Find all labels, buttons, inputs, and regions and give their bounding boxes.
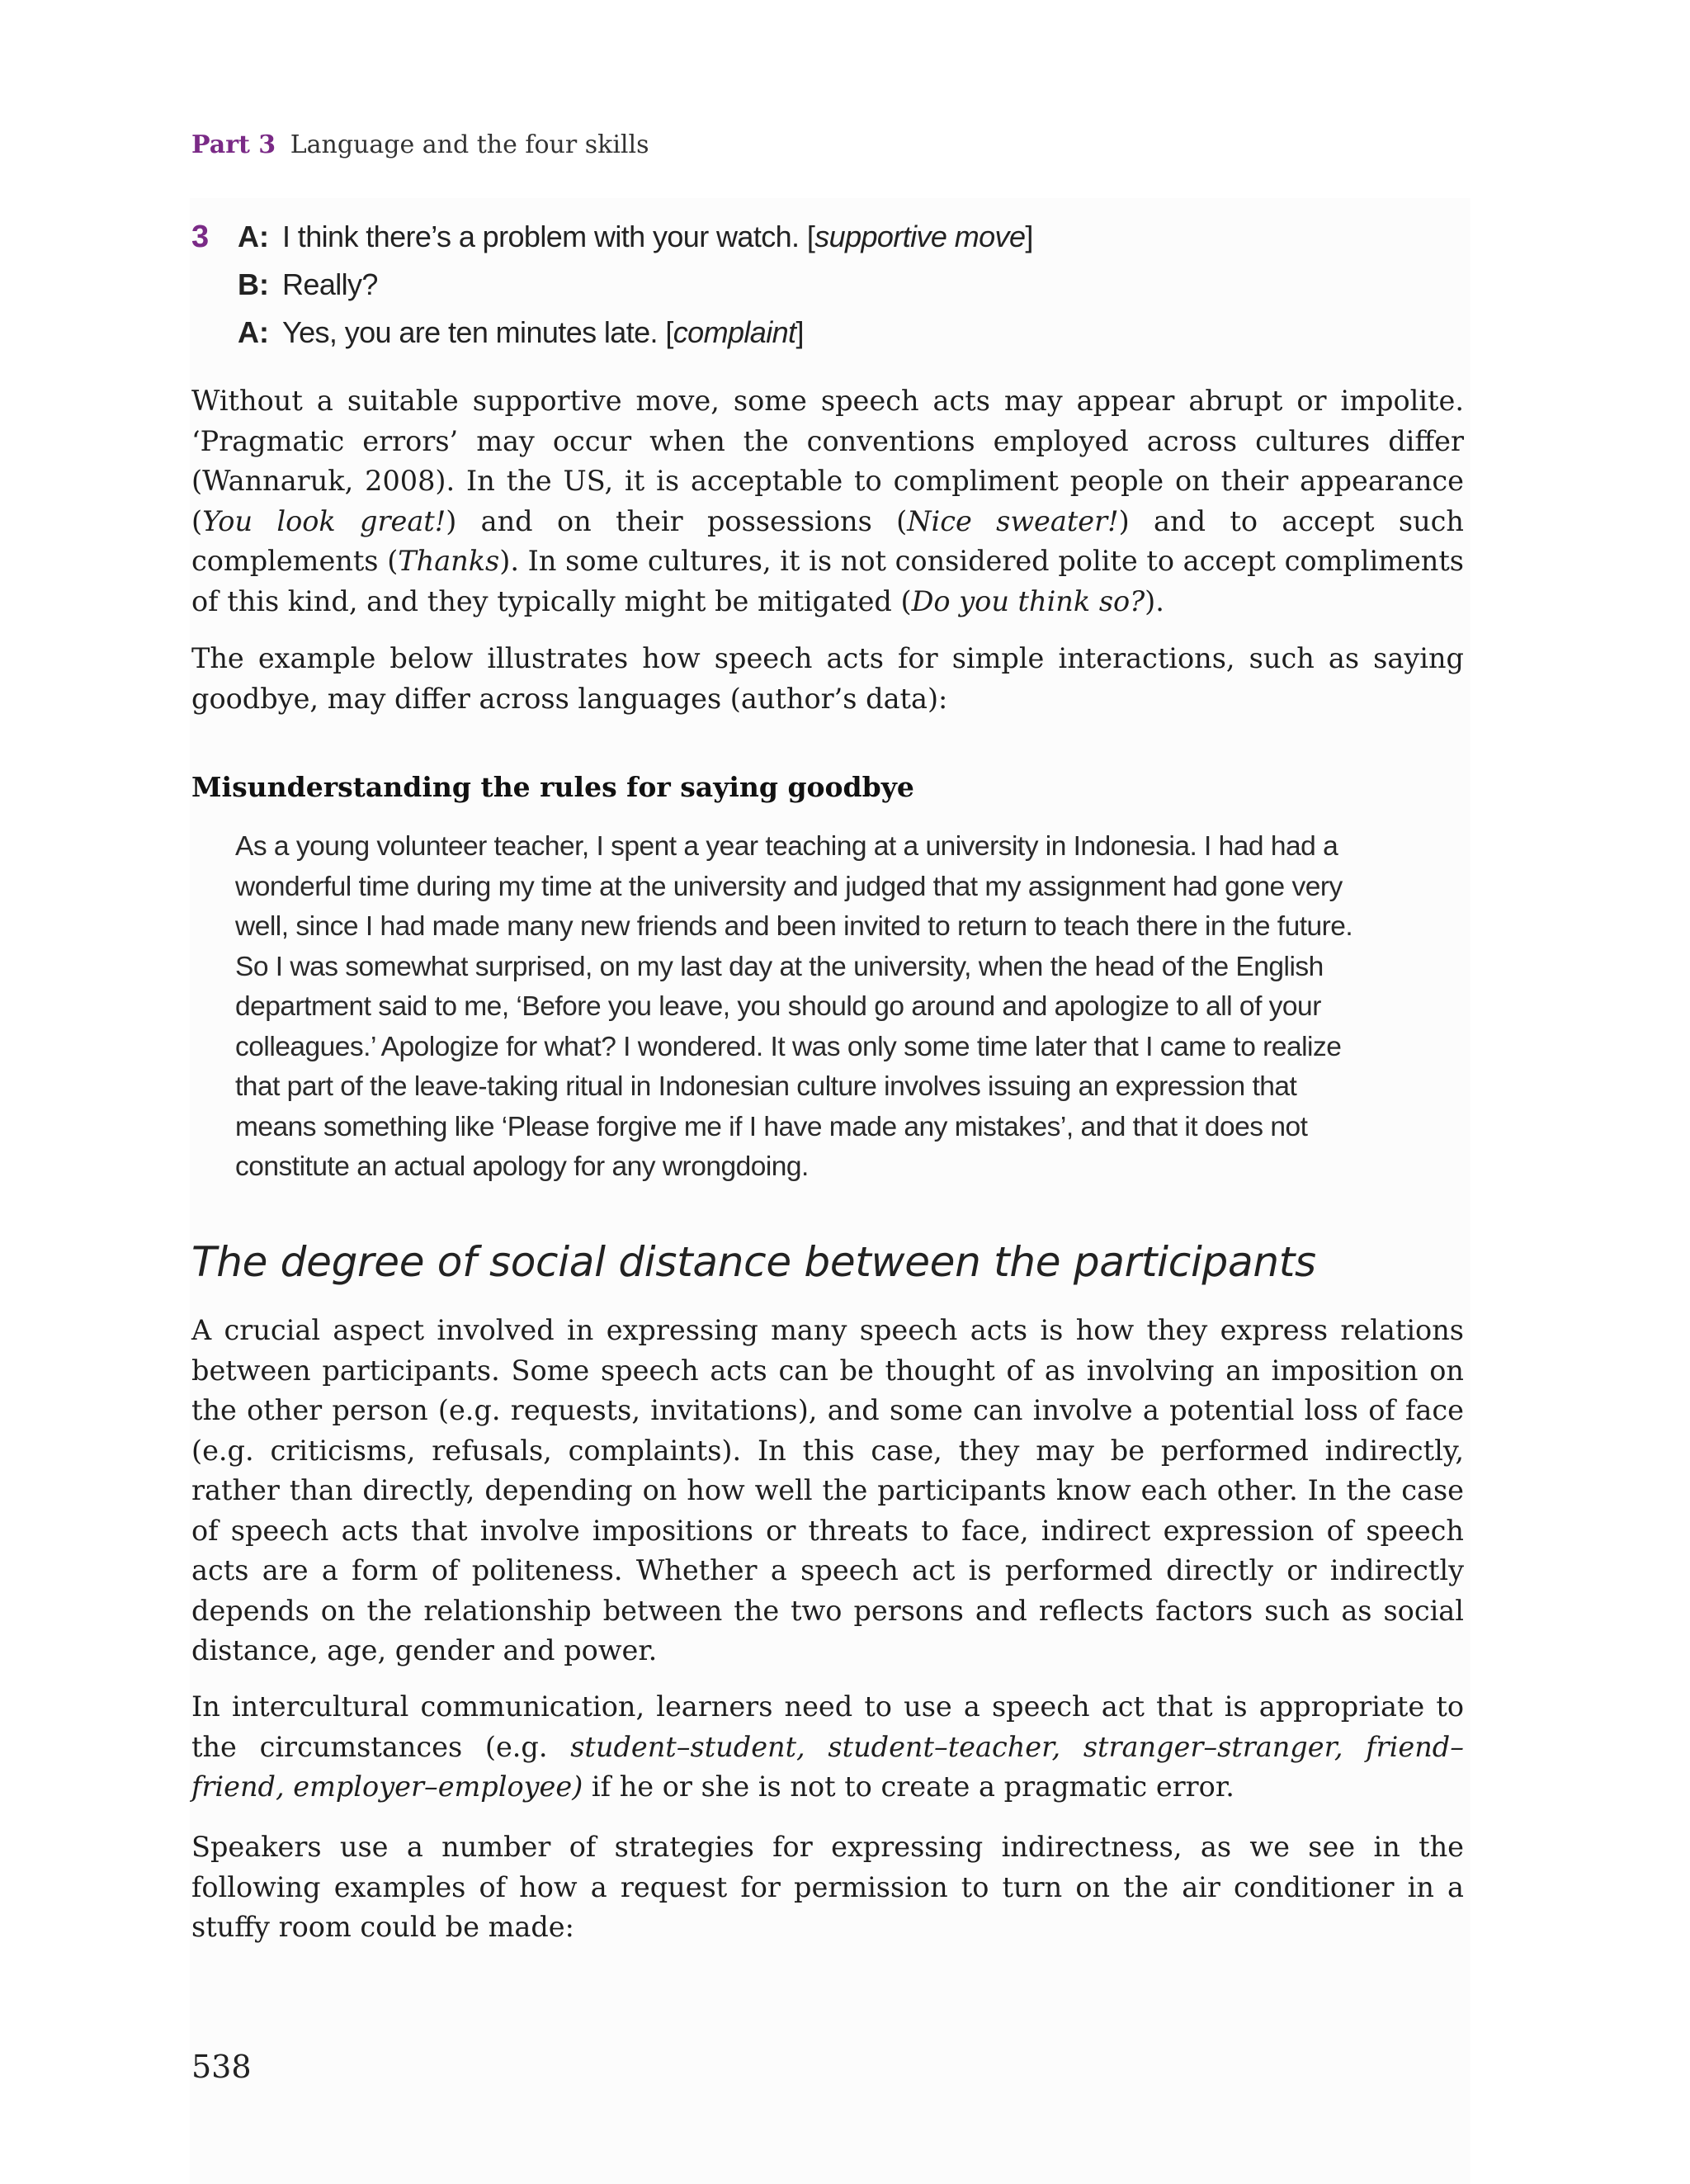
running-head-title: Language and the four skills	[290, 130, 649, 159]
annotation-tag: complaint	[673, 315, 796, 349]
box-anecdote-text: As a young volunteer teacher, I spent a year teaching at a university in Indonesia. I had had a wonderful time during my time at the university and judged that my assignment had gone very well, since I had made many new friends and been invited to return to teach there in the future. So I was somewhat surprised, on my last day at the university, when the head of the English department said to me, ‘Before you leave, you should go around and apologize to all of your colleagues.’ Apologize for what? I wondered. It was only some time later that I came to realize that part of the leave-taking ritual in Indonesian culture involves issuing an expression that means something like ‘Please forgive me if I have made any mistakes’, and that it does not constitute an actual apology for any wrongdoing.	[235, 831, 1353, 1182]
running-head-part: Part 3	[191, 130, 276, 159]
dialogue-line	[191, 309, 1462, 357]
paragraph-social-distance: A crucial aspect involved in expressing many speech acts is how they express relations between participants. Some speech acts can be thought of as involving an imposition on the other person (e.g. requests, invitations), and some can involve a potential loss of face (e.g. criticisms, refusals, complaints). In this case, they may be performed indirectly, rather than directly, depending on how well the participants know each other. In the case of speech acts that involve impositions or threats to face, indirect expression of speech acts are a form of politeness. Whether a speech act is performed directly or indirectly depends on the relationship between the two persons and reflects factors such as social distance, age, gender and power.	[191, 1314, 1464, 1666]
paragraph-intercultural: In intercultural communication, learners need to use a speech act that is appropriate to the circumstances (e.g. student–student, student–teacher, stranger–stranger, friend–friend, employer–employee) if he or she is not to create a pragmatic error.	[191, 1690, 1464, 1803]
running-head	[191, 130, 649, 159]
dialogue-text: Really?	[282, 267, 378, 301]
dialogue-text: Yes, you are ten minutes late. [complaint]	[282, 315, 804, 349]
dialogue-example	[191, 213, 1462, 357]
speaker-label: A:	[238, 220, 269, 253]
box-heading: Misunderstanding the rules for saying goodbye	[191, 771, 914, 803]
speaker-label: A:	[238, 315, 269, 349]
paragraph-example-intro: The example below illustrates how speech acts for simple interactions, such as saying goodbye, may differ across languages (author’s data):	[191, 642, 1464, 715]
dialogue-text: I think there’s a problem with your watch. [supportive move]	[282, 220, 1033, 253]
dialogue-line	[191, 213, 1462, 261]
page-number: 538	[191, 2049, 252, 2085]
paragraph-indirectness: Speakers use a number of strategies for expressing indirectness, as we see in the following examples of how a request for permission to turn on the air conditioner in a stuffy room could be made:	[191, 1831, 1464, 1943]
speaker-label: B:	[238, 267, 269, 301]
example-number: 3	[191, 220, 210, 254]
section-heading: The degree of social distance between the participants	[191, 1238, 1316, 1286]
dialogue-line	[191, 261, 1462, 309]
paragraph-pragmatic-errors: Without a suitable supportive move, some speech acts may appear abrupt or impolite. ‘Pragmatic errors’ may occur when the conventions employed across cultures differ (Wannaruk, 2008). In the US, it is acceptable to compliment people on their appearance (You look great!) and on their possessions (Nice sweater!) and to accept such complements (Thanks). In some cultures, it is not considered polite to accept compliments of this kind, and they typically might be mitigated (Do you think so?).	[191, 385, 1464, 617]
annotation-tag: supportive move	[814, 220, 1026, 253]
